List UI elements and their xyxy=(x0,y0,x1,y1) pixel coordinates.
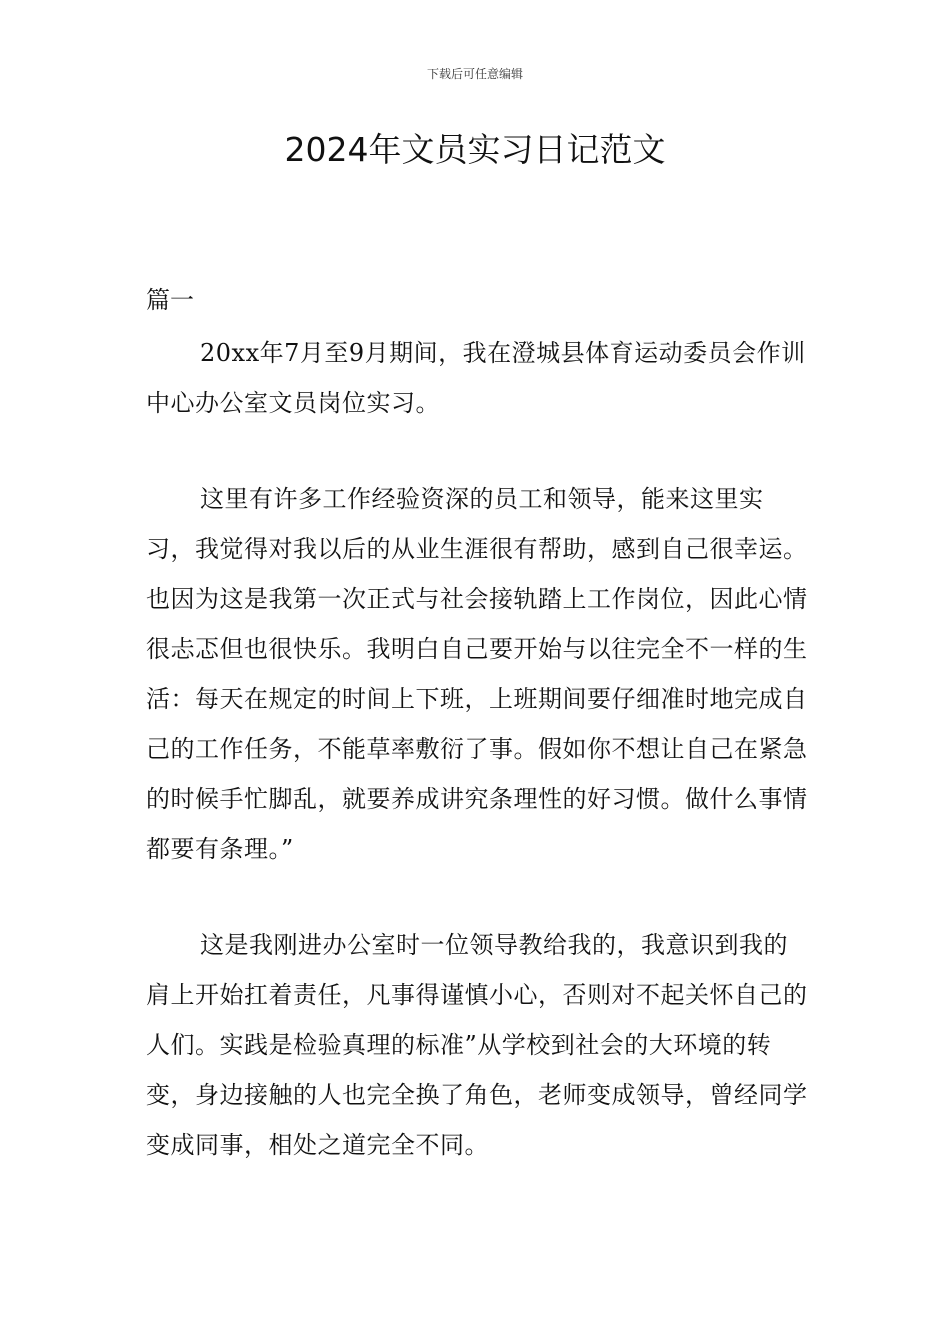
paragraph-1: 20xx年7月至9月期间，我在澄城县体育运动委员会作训中心办公室文员岗位实习。 xyxy=(146,339,806,417)
header-note: 下载后可任意编辑 xyxy=(426,67,523,81)
paragraph-2: 这里有许多工作经验资深的员工和领导，能来这里实习，我觉得对我以后的从业生涯很有帮助，感到自己很幸运。也因为这是我第一次正式与社会接轨踏上工作岗位，因此心情很忐忑但也很快乐。我明白自己要开始与以往完全不一样的生活：每天在规定的时间上下班，上班期间要仔细准时地完成自己的工作任务，不能草率敷衍了事。假如你不想让自己在紧急的时候手忙脚乱，就要养成讲究条理性的好习惯。做什么事情都要有条理。” xyxy=(146,485,808,863)
section-label: 篇一 xyxy=(146,286,194,314)
paragraph-3: 这是我刚进办公室时一位领导教给我的，我意识到我的肩上开始扛着责任，凡事得谨慎小心，否则对不起关怀自己的人们。实践是检验真理的标准”从学校到社会的大环境的转变，身边接触的人也完全换了角色，老师变成领导，曾经同学变成同事，相处之道完全不同。 xyxy=(146,931,808,1159)
page-title: 2024年文员实习日记范文 xyxy=(284,130,666,169)
